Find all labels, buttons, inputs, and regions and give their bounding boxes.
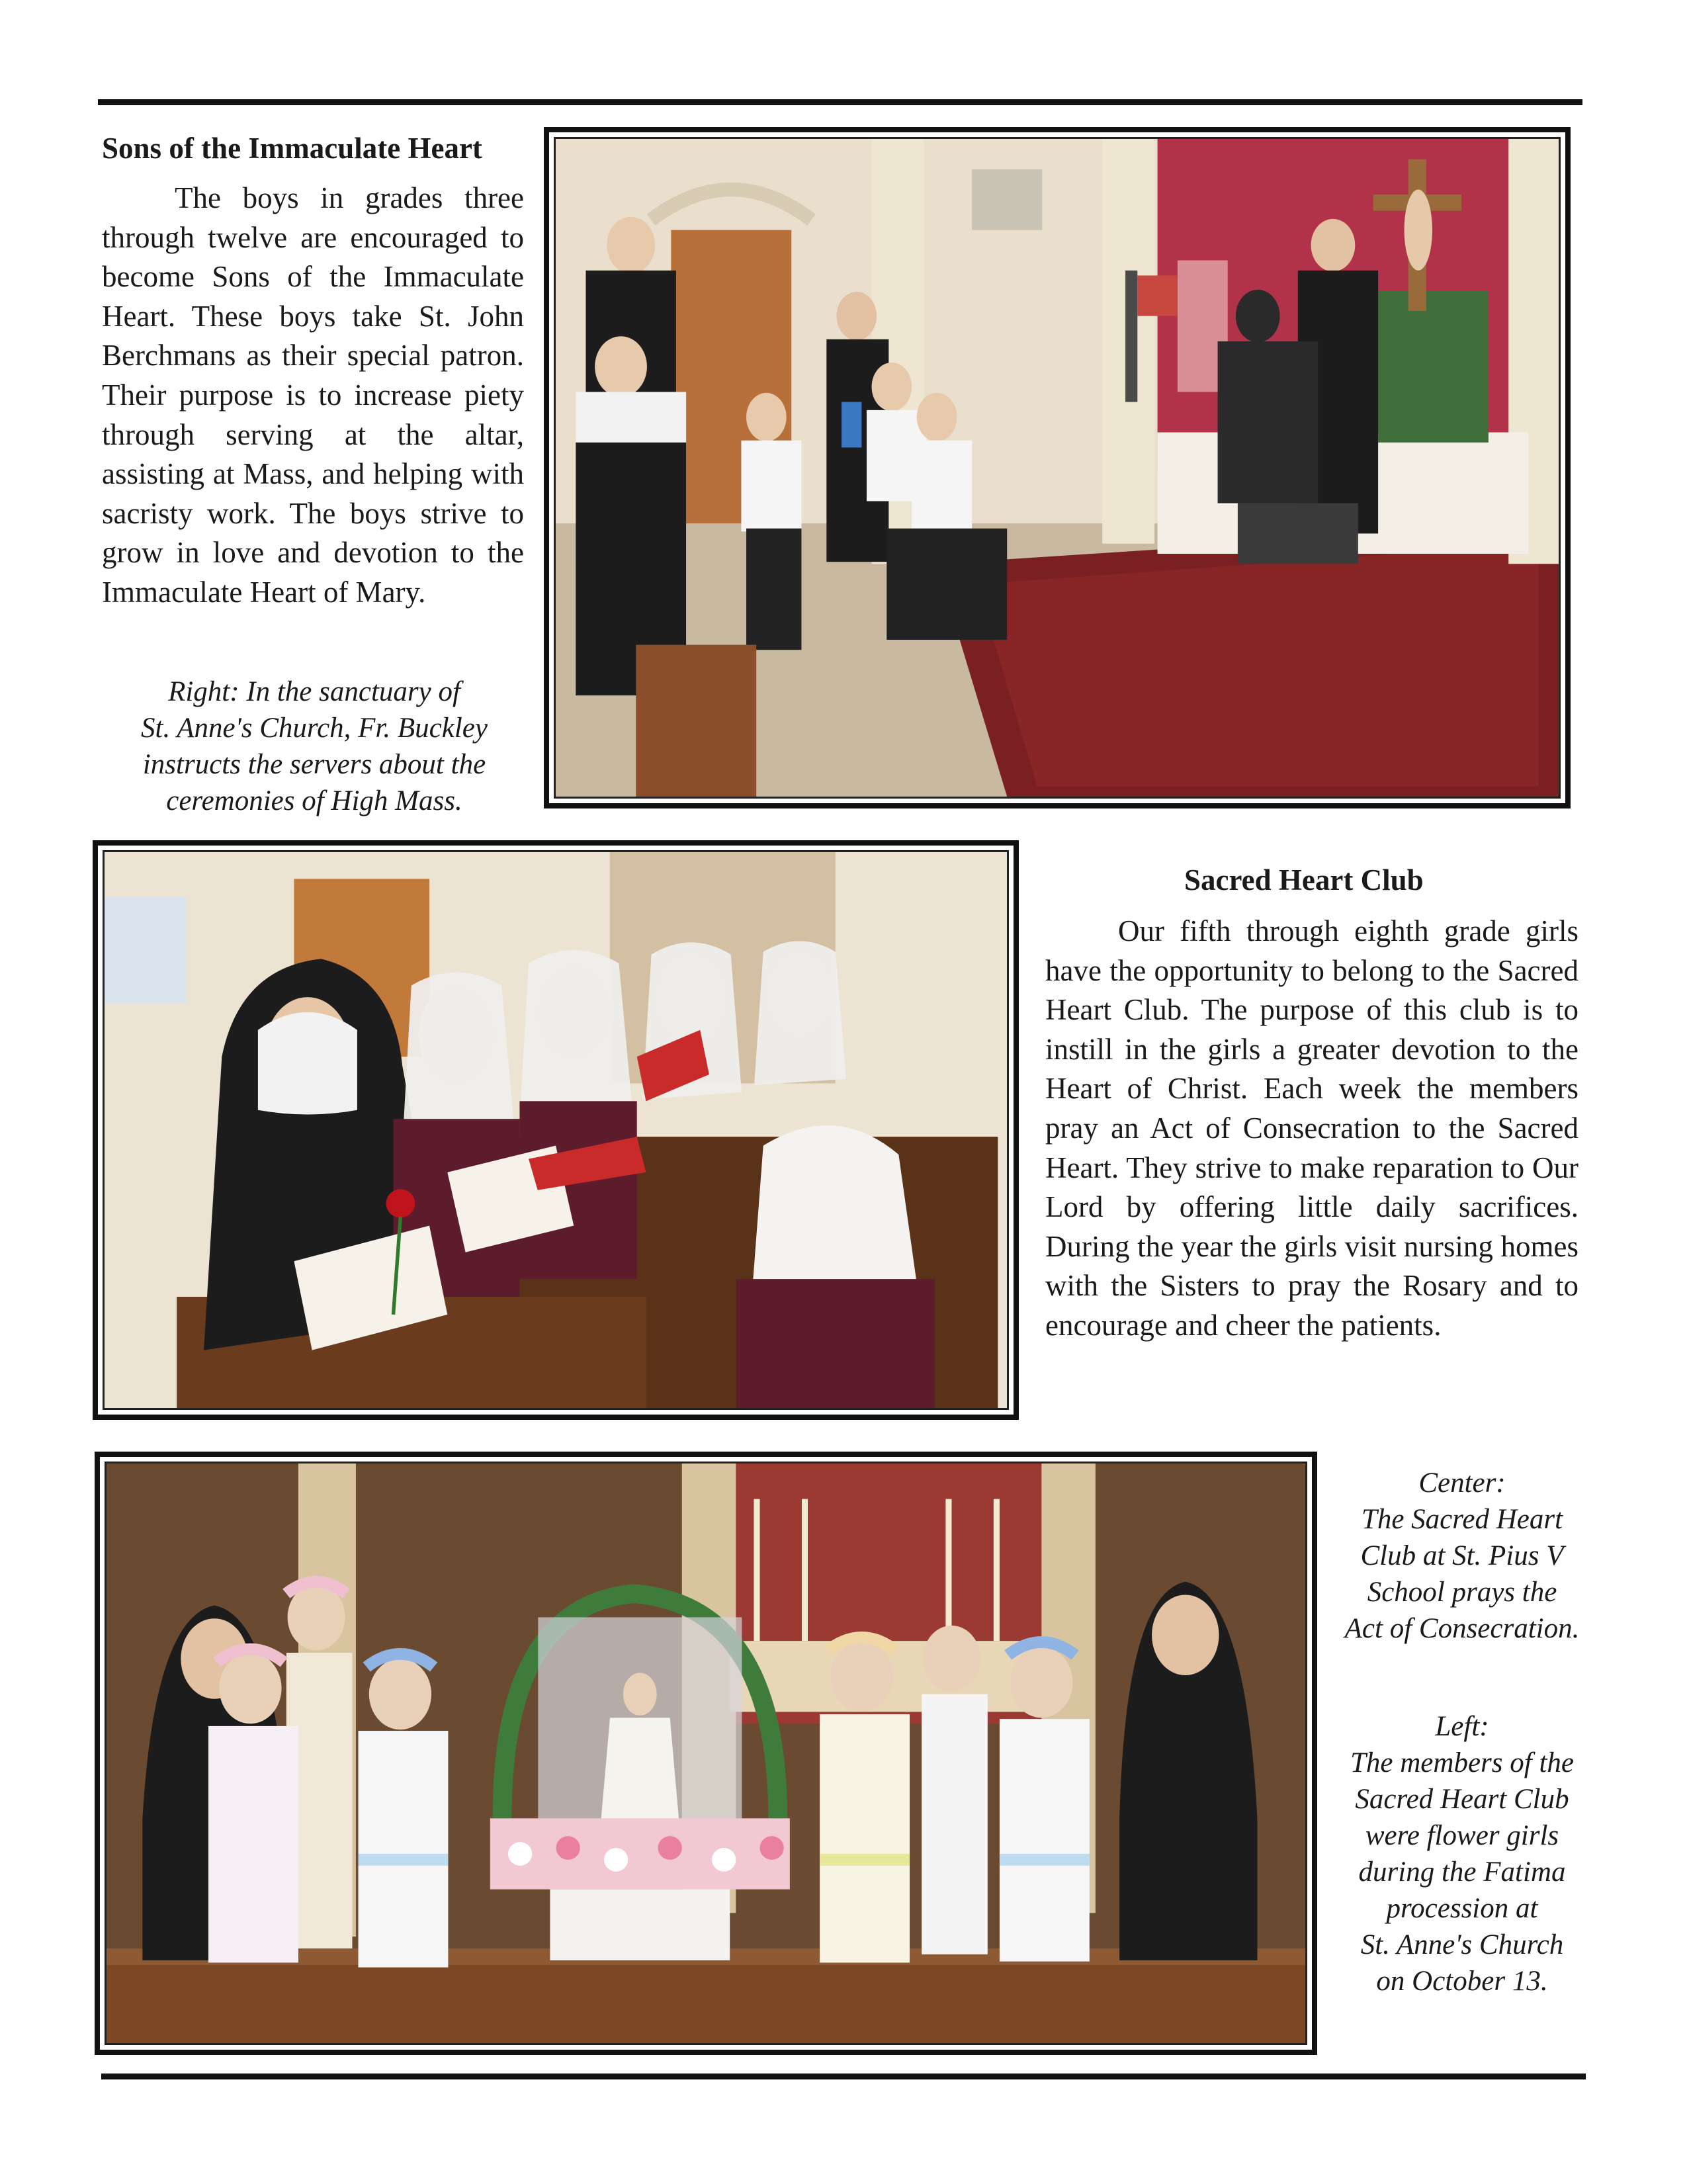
caption-line: were flower girls: [1365, 1820, 1559, 1851]
caption-line: Center:: [1418, 1467, 1506, 1499]
top-rule: [98, 99, 1582, 105]
photo-frame-flower-girls: [95, 1452, 1317, 2055]
caption-line: Club at St. Pius V: [1360, 1540, 1564, 1571]
section-body-sacred-heart: [1045, 912, 1579, 1346]
caption-line: Sacred Heart Club: [1355, 1784, 1569, 1815]
photo-flower-girls: [107, 1463, 1305, 2043]
caption-line: procession at: [1386, 1893, 1538, 1924]
photo-consecration: [105, 852, 1007, 1408]
photo-sanctuary: [556, 139, 1559, 797]
caption-line: The members of the: [1350, 1747, 1574, 1778]
caption-line: The Sacred Heart: [1361, 1504, 1563, 1535]
paragraph: The boys in grades three through twelve are encouraged to become Sons of the Immaculate Heart. These boys take St. John Berchmans as their special patron. Their purpose is to increase piety through serving at the altar, assisting at Mass, and helping with sacristy work. The boys strive to grow in love and devotion to the Immaculate Heart of Mary.: [102, 181, 524, 609]
caption-left: [1326, 1708, 1598, 1999]
caption-line: St. Anne's Church, Fr. Buckley: [141, 713, 488, 744]
caption-center: [1326, 1465, 1598, 1647]
caption-line: ceremonies of High Mass.: [166, 785, 462, 816]
caption-line: on October 13.: [1376, 1966, 1548, 1997]
caption-line: School prays the: [1367, 1577, 1557, 1608]
paragraph: Our fifth through eighth grade girls have the opportunity to belong to the Sacred Heart Club. The purpose of this club is to instill in the girls a greater devotion to the Heart of Christ. Each week the members pray an Act of Consecration to the Sacred Heart. They strive to make reparation to Our Lord by offering little daily sacrifices. During the year the girls visit nursing homes with the Sisters to pray the Rosary and to encourage and cheer the patients.: [1045, 914, 1579, 1342]
caption-line: Act of Consecration.: [1344, 1613, 1580, 1644]
sanctuary-photo-illustration: [556, 139, 1559, 797]
caption-line: during the Fatima: [1358, 1856, 1566, 1888]
caption-line: Left:: [1435, 1711, 1489, 1742]
consecration-photo-illustration: [105, 852, 1007, 1408]
caption-line: St. Anne's Church: [1360, 1929, 1564, 1960]
section-title-sacred-heart: Sacred Heart Club: [1184, 863, 1424, 896]
section-body-sons: [102, 179, 524, 613]
photo-frame-consecration: [93, 840, 1019, 1420]
flower-girls-photo-illustration: [107, 1463, 1305, 2043]
section-title-sons: Sons of the Immaculate Heart: [102, 132, 482, 165]
photo-frame-sanctuary: [544, 127, 1571, 808]
bottom-rule: [101, 2074, 1586, 2079]
caption-sanctuary: [99, 674, 529, 819]
caption-line: instructs the servers about the: [142, 749, 486, 780]
caption-line: Right: In the sanctuary of: [168, 676, 460, 707]
